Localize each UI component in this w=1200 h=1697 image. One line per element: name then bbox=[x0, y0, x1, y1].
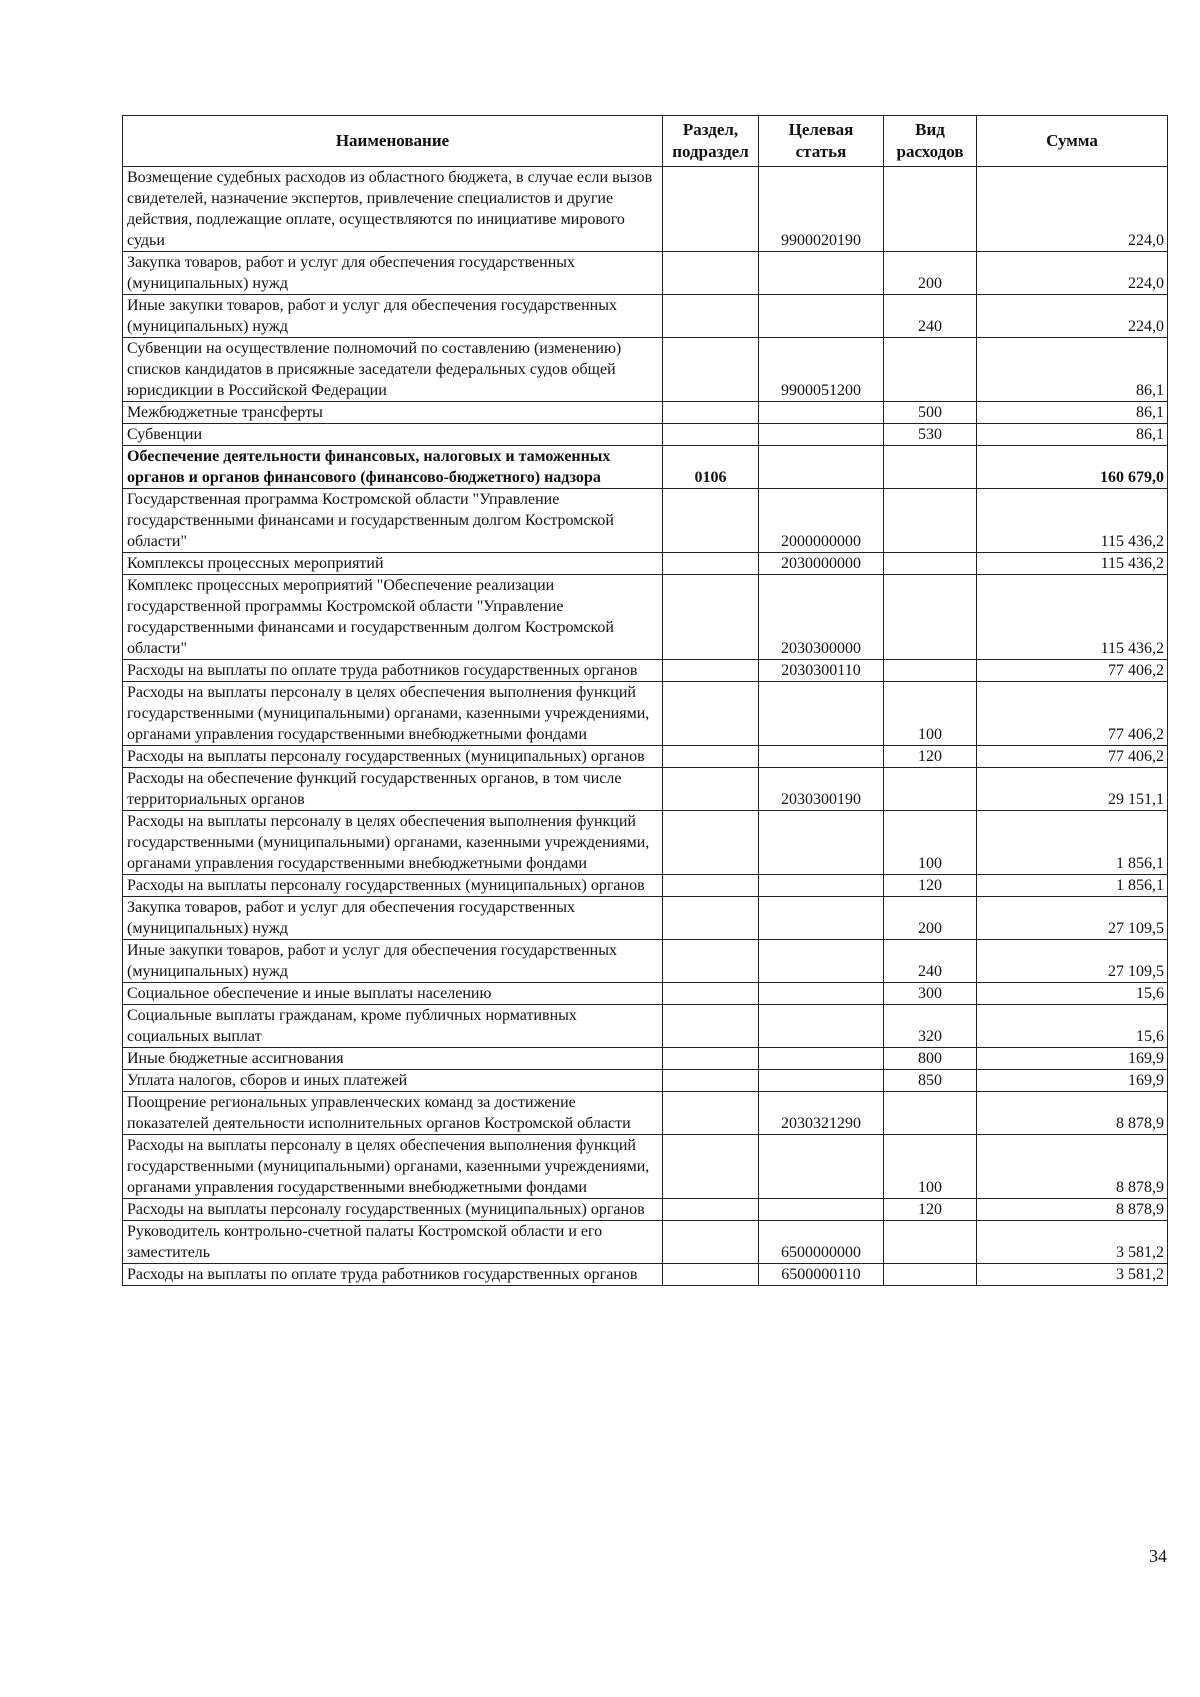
row-target bbox=[759, 746, 884, 768]
budget-table bbox=[122, 115, 1168, 1286]
row-amount: 77 406,2 bbox=[977, 660, 1168, 682]
row-expense-type bbox=[884, 1264, 977, 1286]
table-row bbox=[123, 1221, 1168, 1264]
table-row bbox=[123, 1048, 1168, 1070]
row-amount: 160 679,0 bbox=[977, 446, 1168, 489]
row-section: 0106 bbox=[663, 446, 759, 489]
row-section bbox=[663, 660, 759, 682]
row-name: Обеспечение деятельности финансовых, налоговых и таможенных органов и органов финансового (финансово-бюджетного) надзора bbox=[123, 446, 663, 489]
row-amount: 8 878,9 bbox=[977, 1092, 1168, 1135]
row-expense-type bbox=[884, 660, 977, 682]
row-target bbox=[759, 811, 884, 875]
table-row bbox=[123, 489, 1168, 553]
row-name: Возмещение судебных расходов из областного бюджета, в случае если вызов свидетелей, назначение экспертов, привлечение специалистов и другие действия, подлежащие оплате, осуществляются по инициативе мирового судьи bbox=[123, 167, 663, 252]
row-expense-type: 200 bbox=[884, 897, 977, 940]
row-name: Расходы на выплаты персоналу государственных (муниципальных) органов bbox=[123, 1199, 663, 1221]
row-name: Закупка товаров, работ и услуг для обеспечения государственных (муниципальных) нужд bbox=[123, 897, 663, 940]
row-expense-type bbox=[884, 446, 977, 489]
row-name: Комплекс процессных мероприятий "Обеспечение реализации государственной программы Костромской области "Управление государственными финансами и государственным долгом Костромской области" bbox=[123, 575, 663, 660]
row-expense-type: 100 bbox=[884, 1135, 977, 1199]
row-amount: 224,0 bbox=[977, 295, 1168, 338]
row-target: 6500000000 bbox=[759, 1221, 884, 1264]
row-target bbox=[759, 1199, 884, 1221]
row-section bbox=[663, 575, 759, 660]
table-row bbox=[123, 575, 1168, 660]
row-name: Социальное обеспечение и иные выплаты населению bbox=[123, 983, 663, 1005]
row-target bbox=[759, 682, 884, 746]
row-expense-type: 240 bbox=[884, 940, 977, 983]
row-name: Иные закупки товаров, работ и услуг для обеспечения государственных (муниципальных) нужд bbox=[123, 295, 663, 338]
row-target bbox=[759, 940, 884, 983]
row-section bbox=[663, 897, 759, 940]
table-row bbox=[123, 746, 1168, 768]
table-row bbox=[123, 338, 1168, 402]
row-amount: 3 581,2 bbox=[977, 1221, 1168, 1264]
table-row bbox=[123, 1264, 1168, 1286]
row-amount: 15,6 bbox=[977, 1005, 1168, 1048]
row-name: Расходы на выплаты по оплате труда работников государственных органов bbox=[123, 1264, 663, 1286]
row-section bbox=[663, 553, 759, 575]
header-amount: Сумма bbox=[977, 116, 1168, 167]
table-row bbox=[123, 402, 1168, 424]
row-target: 9900020190 bbox=[759, 167, 884, 252]
row-expense-type: 800 bbox=[884, 1048, 977, 1070]
table-row bbox=[123, 875, 1168, 897]
row-section bbox=[663, 940, 759, 983]
row-target bbox=[759, 295, 884, 338]
row-amount: 169,9 bbox=[977, 1070, 1168, 1092]
table-row bbox=[123, 252, 1168, 295]
row-target bbox=[759, 1048, 884, 1070]
row-amount: 8 878,9 bbox=[977, 1199, 1168, 1221]
row-expense-type bbox=[884, 1092, 977, 1135]
row-section bbox=[663, 1092, 759, 1135]
row-amount: 115 436,2 bbox=[977, 489, 1168, 553]
table-row bbox=[123, 167, 1168, 252]
table-row bbox=[123, 1199, 1168, 1221]
row-amount: 115 436,2 bbox=[977, 553, 1168, 575]
row-name: Расходы на выплаты персоналу государственных (муниципальных) органов bbox=[123, 875, 663, 897]
table-row bbox=[123, 1135, 1168, 1199]
row-amount: 224,0 bbox=[977, 167, 1168, 252]
row-target: 2030321290 bbox=[759, 1092, 884, 1135]
row-amount: 15,6 bbox=[977, 983, 1168, 1005]
table-row bbox=[123, 295, 1168, 338]
row-section bbox=[663, 252, 759, 295]
row-expense-type bbox=[884, 489, 977, 553]
row-expense-type: 200 bbox=[884, 252, 977, 295]
row-name: Расходы на выплаты персоналу в целях обеспечения выполнения функций государственными (муниципальными) органами, казенными учреждениями, органами управления государственными внебюджетными фондами bbox=[123, 682, 663, 746]
row-expense-type: 320 bbox=[884, 1005, 977, 1048]
header-section: Раздел, подраздел bbox=[663, 116, 759, 167]
row-section bbox=[663, 746, 759, 768]
row-name: Комплексы процессных мероприятий bbox=[123, 553, 663, 575]
header-name: Наименование bbox=[123, 116, 663, 167]
row-target bbox=[759, 1005, 884, 1048]
table-body bbox=[123, 167, 1168, 1286]
row-target bbox=[759, 897, 884, 940]
table-row bbox=[123, 553, 1168, 575]
row-target bbox=[759, 402, 884, 424]
row-section bbox=[663, 167, 759, 252]
row-expense-type bbox=[884, 338, 977, 402]
row-section bbox=[663, 1221, 759, 1264]
table-row bbox=[123, 424, 1168, 446]
row-amount: 77 406,2 bbox=[977, 682, 1168, 746]
row-target bbox=[759, 875, 884, 897]
row-name: Субвенции bbox=[123, 424, 663, 446]
row-section bbox=[663, 811, 759, 875]
row-amount: 3 581,2 bbox=[977, 1264, 1168, 1286]
row-expense-type: 530 bbox=[884, 424, 977, 446]
table-row bbox=[123, 897, 1168, 940]
row-section bbox=[663, 1264, 759, 1286]
header-target: Целевая статья bbox=[759, 116, 884, 167]
row-expense-type: 500 bbox=[884, 402, 977, 424]
row-expense-type bbox=[884, 768, 977, 811]
row-expense-type: 120 bbox=[884, 1199, 977, 1221]
table-header-row bbox=[123, 116, 1168, 167]
row-section bbox=[663, 1135, 759, 1199]
row-name: Расходы на выплаты персоналу государственных (муниципальных) органов bbox=[123, 746, 663, 768]
table-row bbox=[123, 1092, 1168, 1135]
row-section bbox=[663, 424, 759, 446]
table-row bbox=[123, 983, 1168, 1005]
table-row bbox=[123, 660, 1168, 682]
row-name: Расходы на выплаты персоналу в целях обеспечения выполнения функций государственными (муниципальными) органами, казенными учреждениями, органами управления государственными внебюджетными фондами bbox=[123, 811, 663, 875]
row-target bbox=[759, 1070, 884, 1092]
row-name: Расходы на обеспечение функций государственных органов, в том числе территориальных органов bbox=[123, 768, 663, 811]
row-amount: 224,0 bbox=[977, 252, 1168, 295]
row-section bbox=[663, 682, 759, 746]
table-row bbox=[123, 446, 1168, 489]
row-name: Межбюджетные трансферты bbox=[123, 402, 663, 424]
row-section bbox=[663, 489, 759, 553]
row-section bbox=[663, 402, 759, 424]
row-amount: 86,1 bbox=[977, 402, 1168, 424]
row-section bbox=[663, 875, 759, 897]
row-name: Поощрение региональных управленческих команд за достижение показателей деятельности исполнительных органов Костромской области bbox=[123, 1092, 663, 1135]
row-target bbox=[759, 1135, 884, 1199]
row-target bbox=[759, 252, 884, 295]
row-section bbox=[663, 1199, 759, 1221]
row-expense-type: 850 bbox=[884, 1070, 977, 1092]
row-expense-type: 300 bbox=[884, 983, 977, 1005]
row-expense-type bbox=[884, 575, 977, 660]
row-target: 2030300190 bbox=[759, 768, 884, 811]
table-row bbox=[123, 940, 1168, 983]
row-name: Субвенции на осуществление полномочий по составлению (изменению) списков кандидатов в присяжные заседатели федеральных судов общей юрисдикции в Российской Федерации bbox=[123, 338, 663, 402]
row-section bbox=[663, 1005, 759, 1048]
row-amount: 29 151,1 bbox=[977, 768, 1168, 811]
row-name: Расходы на выплаты по оплате труда работников государственных органов bbox=[123, 660, 663, 682]
row-amount: 8 878,9 bbox=[977, 1135, 1168, 1199]
row-target: 2030300110 bbox=[759, 660, 884, 682]
row-expense-type: 120 bbox=[884, 875, 977, 897]
row-amount: 77 406,2 bbox=[977, 746, 1168, 768]
row-name: Иные бюджетные ассигнования bbox=[123, 1048, 663, 1070]
row-amount: 27 109,5 bbox=[977, 897, 1168, 940]
row-name: Руководитель контрольно-счетной палаты Костромской области и его заместитель bbox=[123, 1221, 663, 1264]
row-amount: 86,1 bbox=[977, 338, 1168, 402]
row-name: Иные закупки товаров, работ и услуг для обеспечения государственных (муниципальных) нужд bbox=[123, 940, 663, 983]
header-expense-type: Вид расходов bbox=[884, 116, 977, 167]
table-row bbox=[123, 682, 1168, 746]
row-section bbox=[663, 1070, 759, 1092]
row-expense-type: 120 bbox=[884, 746, 977, 768]
row-expense-type bbox=[884, 167, 977, 252]
row-amount: 1 856,1 bbox=[977, 875, 1168, 897]
row-section bbox=[663, 295, 759, 338]
row-section bbox=[663, 1048, 759, 1070]
row-target: 2000000000 bbox=[759, 489, 884, 553]
page-number: 34 bbox=[1149, 1546, 1167, 1566]
table-row bbox=[123, 1070, 1168, 1092]
row-name: Государственная программа Костромской области "Управление государственными финансами и государственным долгом Костромской области" bbox=[123, 489, 663, 553]
row-name: Социальные выплаты гражданам, кроме публичных нормативных социальных выплат bbox=[123, 1005, 663, 1048]
row-amount: 1 856,1 bbox=[977, 811, 1168, 875]
row-target: 9900051200 bbox=[759, 338, 884, 402]
table-row bbox=[123, 1005, 1168, 1048]
row-section bbox=[663, 768, 759, 811]
row-name: Закупка товаров, работ и услуг для обеспечения государственных (муниципальных) нужд bbox=[123, 252, 663, 295]
table-row bbox=[123, 768, 1168, 811]
row-target: 6500000110 bbox=[759, 1264, 884, 1286]
table-row bbox=[123, 811, 1168, 875]
row-amount: 169,9 bbox=[977, 1048, 1168, 1070]
row-expense-type bbox=[884, 1221, 977, 1264]
row-section bbox=[663, 983, 759, 1005]
row-name: Расходы на выплаты персоналу в целях обеспечения выполнения функций государственными (муниципальными) органами, казенными учреждениями, органами управления государственными внебюджетными фондами bbox=[123, 1135, 663, 1199]
row-target bbox=[759, 424, 884, 446]
row-name: Уплата налогов, сборов и иных платежей bbox=[123, 1070, 663, 1092]
row-target bbox=[759, 983, 884, 1005]
row-expense-type: 100 bbox=[884, 811, 977, 875]
row-target: 2030000000 bbox=[759, 553, 884, 575]
row-target bbox=[759, 446, 884, 489]
row-target: 2030300000 bbox=[759, 575, 884, 660]
row-amount: 115 436,2 bbox=[977, 575, 1168, 660]
row-amount: 86,1 bbox=[977, 424, 1168, 446]
row-expense-type bbox=[884, 553, 977, 575]
row-amount: 27 109,5 bbox=[977, 940, 1168, 983]
row-expense-type: 100 bbox=[884, 682, 977, 746]
row-section bbox=[663, 338, 759, 402]
row-expense-type: 240 bbox=[884, 295, 977, 338]
